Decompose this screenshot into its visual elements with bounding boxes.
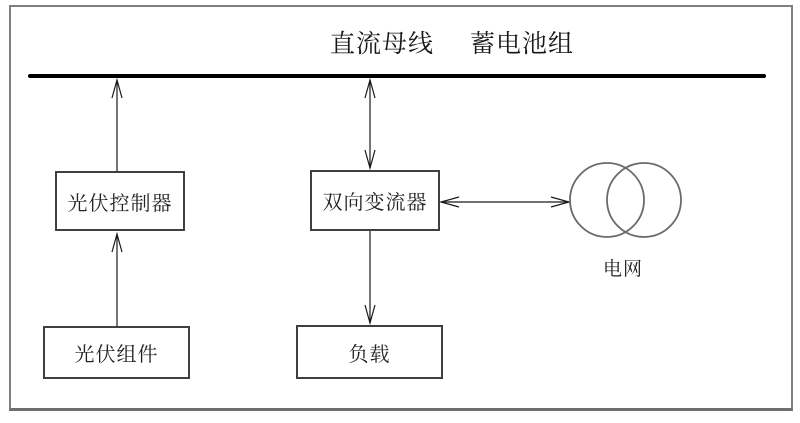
connector-controller-to-bus xyxy=(112,80,122,171)
connector-bus-to-converter xyxy=(365,80,375,168)
converter-label: 双向变流器 xyxy=(322,190,428,214)
node-load xyxy=(296,325,443,379)
node-bidirectional-converter xyxy=(310,170,440,231)
grid-label: 电网 xyxy=(602,258,643,280)
node-pv-controller xyxy=(55,171,185,231)
connector-converter-to-grid xyxy=(441,197,569,207)
connector-converter-to-load xyxy=(365,231,375,323)
pv-module-label: 光伏组件 xyxy=(74,342,159,366)
dc-bus-title: 直流母线 xyxy=(330,29,435,58)
battery-pack-title: 蓄电池组 xyxy=(470,29,575,58)
pv-controller-label: 光伏控制器 xyxy=(67,190,173,215)
grid-transformer-icon xyxy=(570,163,681,237)
node-pv-module xyxy=(43,326,190,379)
load-label: 负载 xyxy=(348,341,391,366)
connector-module-to-controller xyxy=(112,234,122,326)
